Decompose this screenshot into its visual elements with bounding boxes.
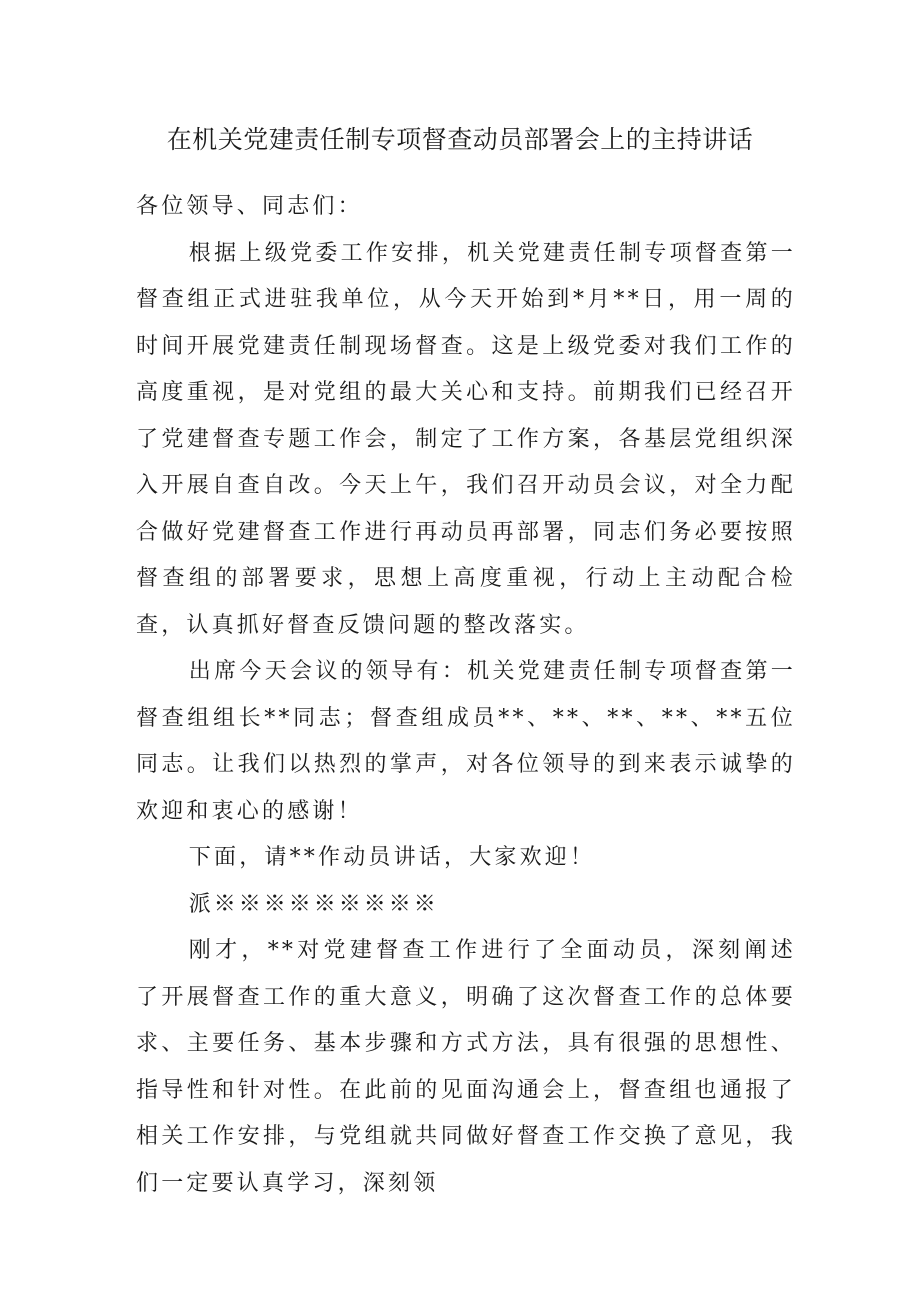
paragraph-attendees: 出席今天会议的领导有：机关党建责任制专项督查第一督查组组长**同志；督查组成员**、**、**、**、**五位同志。让我们以热烈的掌声，对各位领导的到来表示诚挚的欢迎和衷心的感谢！ [136,659,796,824]
paragraph-summary: 刚才，**对党建督查工作进行了全面动员，深刻阐述了开展督查工作的重大意义，明确了这次督查工作的总体要求、主要任务、基本步骤和方式方法，具有很强的思想性、指导性和针对性。在此前的见面沟通会上，督查组也通报了相关工作安排，与党组就共同做好督查工作交换了意见，我们一定要认真学习，深刻领 [136,938,796,1196]
salutation: 各位领导、同志们： [136,194,363,219]
document-title: 在机关党建责任制专项督查动员部署会上的主持讲话 [166,125,754,154]
paragraph-invite-speech: 下面，请**作动员讲话，大家欢迎！ [188,845,596,870]
paragraph-intro: 根据上级党委工作安排，机关党建责任制专项督查第一督查组正式进驻我单位，从今天开始到*月**日，用一周的时间开展党建责任制现场督查。这是上级党委对我们工作的高度重视，是对党组的最大关心和支持。前期我们已经召开了党建督查专题工作会，制定了工作方案，各基层党组织深入开展自查自改。今天上午，我们召开动员会议，对全力配合做好党建督查工作进行再动员再部署，同志们务必要按照督查组的部署要求，思想上高度重视，行动上主动配合检查，认真抓好督查反馈问题的整改落实。 [136,240,796,638]
paragraph-section-marker: 派※※※※※※※※※ [188,891,439,917]
document-body [136,184,796,1207]
